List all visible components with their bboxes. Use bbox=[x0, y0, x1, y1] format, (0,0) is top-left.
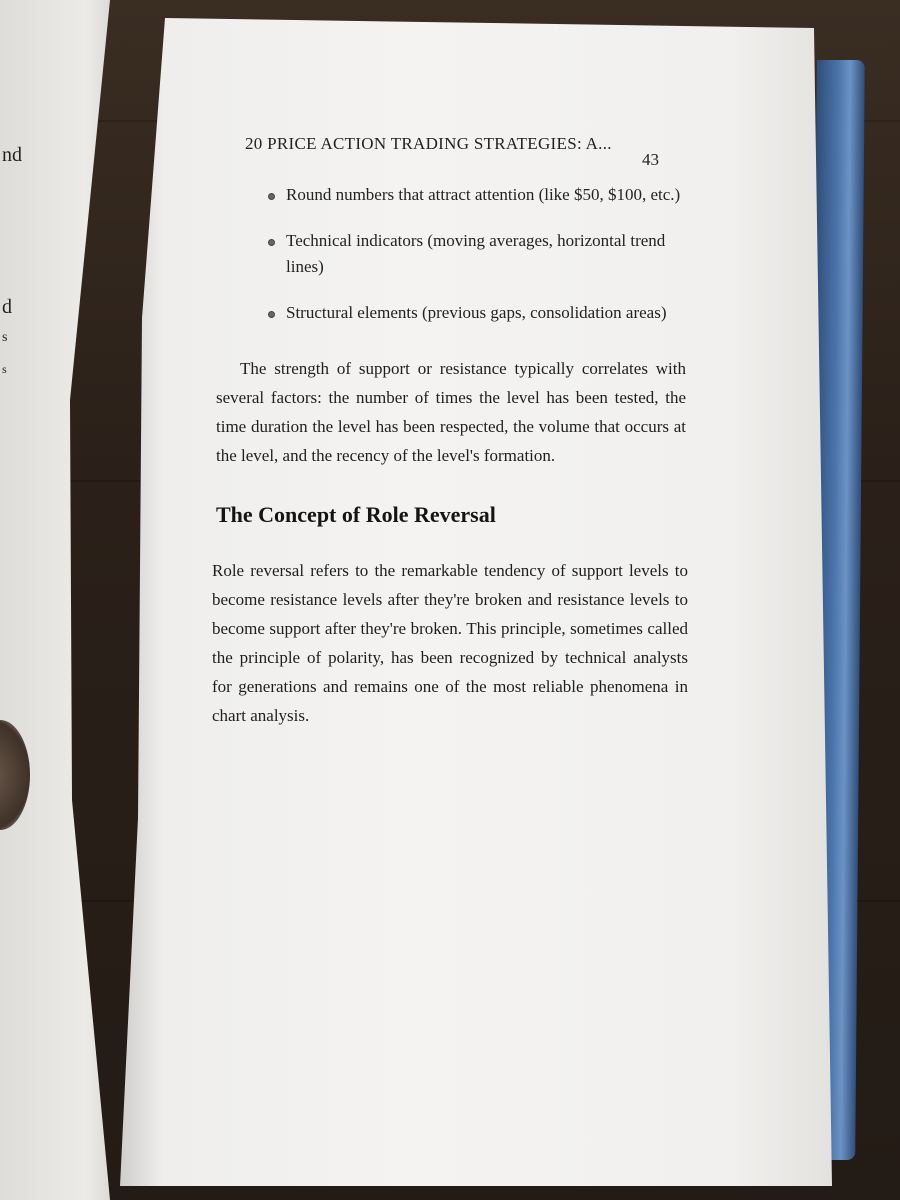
left-page-fragment: s bbox=[2, 330, 8, 345]
left-facing-page bbox=[0, 0, 140, 1200]
list-item bbox=[268, 182, 688, 208]
list-item-text: Technical indicators (moving averages, horizontal trend lines) bbox=[286, 231, 666, 276]
running-head: 20 PRICE ACTION TRADING STRATEGIES: A... bbox=[245, 134, 612, 153]
bullet-icon bbox=[268, 311, 275, 318]
left-page-fragment: s bbox=[2, 362, 7, 376]
page-number: 43 bbox=[642, 150, 659, 169]
bullet-list bbox=[268, 182, 688, 346]
left-page-fragment: nd bbox=[2, 144, 22, 166]
bullet-icon bbox=[268, 239, 275, 246]
list-item bbox=[268, 300, 688, 326]
left-page-fragment: d bbox=[2, 296, 12, 318]
body-paragraph: Role reversal refers to the remarkable tendency of support levels to become resistance levels after they're broken and resistance levels to become support after they're broken. This principle, sometimes called the principle of polarity, has been recognized by technical analysts for generations and remains one of the most reliable phenomena in chart analysis. bbox=[212, 561, 688, 725]
list-item-text: Round numbers that attract attention (like $50, $100, etc.) bbox=[286, 185, 681, 204]
body-paragraph: The strength of support or resistance typically correlates with several factors: the number of times the level has been tested, the time duration the level has been respected, the volume that occurs at the level, and the recency of the level's formation. bbox=[216, 359, 686, 465]
section-heading: The Concept of Role Reversal bbox=[216, 502, 496, 527]
bullet-icon bbox=[268, 193, 275, 200]
list-item bbox=[268, 228, 688, 280]
list-item-text: Structural elements (previous gaps, consolidation areas) bbox=[286, 303, 667, 322]
